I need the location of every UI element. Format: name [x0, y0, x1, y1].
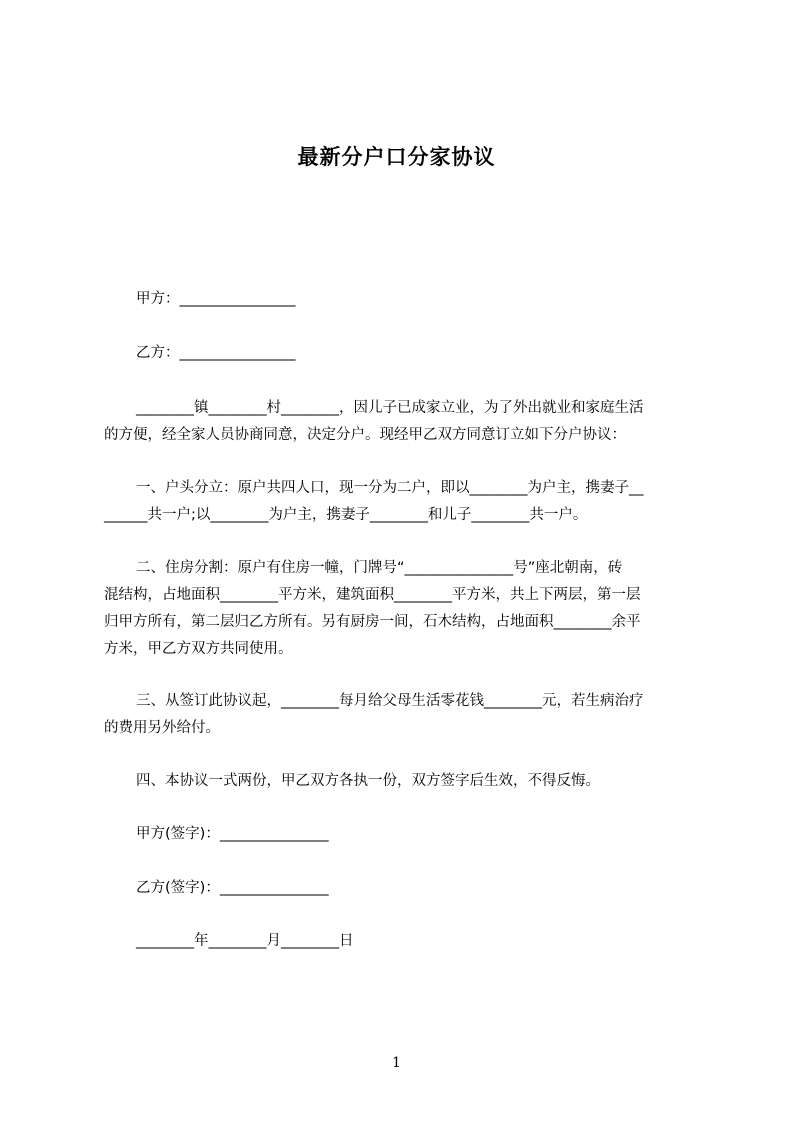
- party-b-line: 乙方：________________: [136, 345, 296, 361]
- clause-four-line: 四、本协议一式两份，甲乙双方各执一份，双方签字后生效，不得反悔。: [136, 773, 600, 789]
- clause-two-line-2: 混结构，占地面积________平方米，建筑面积________平方米，共上下两层，第一层: [104, 587, 641, 603]
- intro-line-1: ________镇________村________，因儿子已成家立业，为了外出就业和家庭生活: [136, 400, 644, 416]
- intro-line-2: 的方便，经全家人员协商同意，决定分户。现经甲乙双方同意订立如下分户协议：: [104, 427, 626, 443]
- party-a-line: 甲方：________________: [136, 291, 296, 307]
- clause-one-line-2: ______共一户;以________为户主，携妻子________和儿子________共一户。: [104, 507, 588, 523]
- party-b-signature-line: 乙方(签字)：_______________: [136, 880, 329, 896]
- document-title: 最新分户口分家协议: [297, 145, 496, 169]
- page-number: 1: [392, 1055, 401, 1071]
- clause-three-line-1: 三、从签订此协议起，________每月给父母生活零花钱________元，若生病治疗: [136, 693, 644, 709]
- clause-two-line-4: 方米，甲乙方双方共同使用。: [104, 641, 293, 657]
- clause-one-line-1: 一、户头分立：原户共四人口，现一分为二户，即以________为户主，携妻子__: [136, 480, 644, 496]
- clause-two-line-1: 二、住房分割：原户有住房一幢，门牌号“_______________号”座北朝南，砖: [136, 560, 623, 576]
- date-line: ________年________月________日: [136, 933, 354, 949]
- clause-two-line-3: 归甲方所有，第二层归乙方所有。另有厨房一间，石木结构，占地面积________余平: [104, 614, 641, 630]
- clause-three-line-2: 的费用另外给付。: [104, 720, 220, 736]
- party-a-signature-line: 甲方(签字)：_______________: [136, 826, 329, 842]
